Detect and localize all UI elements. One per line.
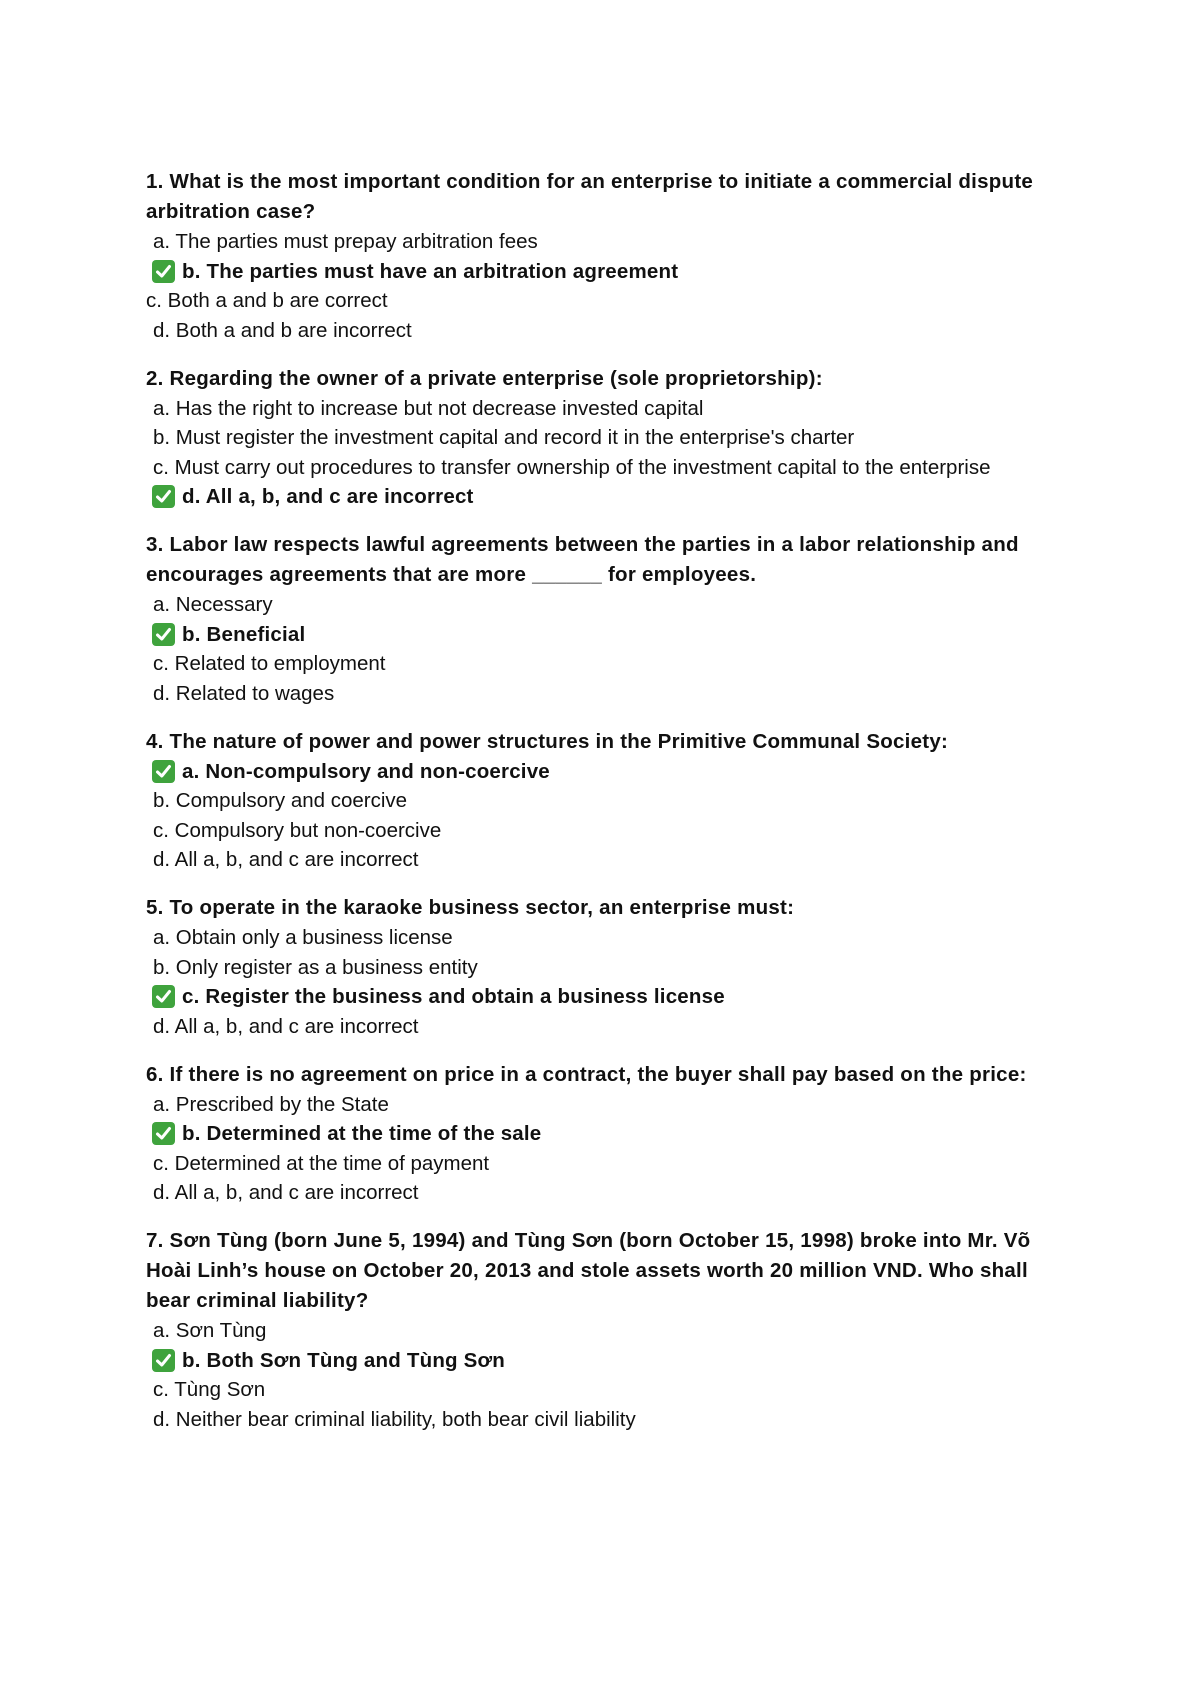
check-mark-icon xyxy=(152,1122,175,1145)
question-2 xyxy=(146,364,1076,512)
option-label: c. Register the business and obtain a business license xyxy=(182,985,725,1008)
option-label: b. Beneficial xyxy=(182,622,306,646)
option-label: b. Determined at the time of the sale xyxy=(182,1122,542,1145)
question-5 xyxy=(146,893,1076,1041)
question-3 xyxy=(146,530,1076,708)
question-7 xyxy=(146,1226,1076,1434)
option-d: d. All a, b, and c are incorrect xyxy=(153,1014,419,1038)
option-b-correct xyxy=(146,1119,1076,1149)
option-label: b. The parties must have an arbitration agreement xyxy=(182,259,679,283)
check-mark-icon xyxy=(152,1349,175,1372)
option-c xyxy=(146,453,1076,483)
option-c: c. Related to employment xyxy=(153,652,386,675)
check-mark-icon xyxy=(152,623,175,646)
question-text: 4. The nature of power and power structures in the Primitive Communal Society: xyxy=(146,729,949,753)
option-c: c. Tùng Sơn xyxy=(153,1378,266,1401)
option-b-correct xyxy=(146,1346,1076,1376)
question-6 xyxy=(146,1060,1076,1208)
option-c: c. Both a and b are correct xyxy=(146,289,388,312)
option-d: d. Neither bear criminal liability, both bear civil liability xyxy=(153,1407,636,1431)
option-c: c. Compulsory but non-coercive xyxy=(153,818,442,842)
question-text: 3. Labor law respects lawful agreements between the parties in a labor relationship and encourages agreements that are more ______ for employees. xyxy=(146,533,1019,586)
option-label: a. Non-compulsory and non-coercive xyxy=(182,759,550,783)
option-label: d. All a, b, and c are incorrect xyxy=(182,485,474,508)
option-label: b. Both Sơn Tùng and Tùng Sơn xyxy=(182,1348,506,1372)
quiz-list xyxy=(146,167,1076,1453)
check-mark-icon xyxy=(152,485,175,508)
option-b: b. Compulsory and coercive xyxy=(153,789,408,812)
option-d: d. Both a and b are incorrect xyxy=(153,318,412,342)
check-mark-icon xyxy=(152,760,175,783)
question-1 xyxy=(146,167,1076,345)
option-d: d. All a, b, and c are incorrect xyxy=(153,848,419,871)
check-mark-icon xyxy=(152,260,175,283)
option-c-correct xyxy=(146,982,1076,1012)
option-c: c. Determined at the time of payment xyxy=(153,1151,490,1175)
option-d: d. Related to wages xyxy=(153,681,335,705)
option-d: d. All a, b, and c are incorrect xyxy=(153,1181,419,1204)
option-a: a. Sơn Tùng xyxy=(153,1319,267,1342)
check-mark-icon xyxy=(152,985,175,1008)
option-a: a. The parties must prepay arbitration fees xyxy=(153,230,538,253)
option-a: a. Necessary xyxy=(153,593,273,616)
question-text: 7. Sơn Tùng (born June 5, 1994) and Tùng Sơn (born October 15, 1998) broke into Mr. Võ Hoài Linh’s house on October 20, 2013 and stole assets worth 20 million VND. Who shall bear criminal liability? xyxy=(146,1229,1031,1312)
option-b: b. Must register the investment capital and record it in the enterprise's charter xyxy=(153,426,855,449)
question-text: 6. If there is no agreement on price in a contract, the buyer shall pay based on the price: xyxy=(146,1062,1027,1086)
option-a-correct xyxy=(146,757,1076,787)
option-a: a. Prescribed by the State xyxy=(153,1092,389,1116)
question-text: 1. What is the most important condition for an enterprise to initiate a commercial dispute arbitration case? xyxy=(146,170,1034,223)
option-d-correct xyxy=(146,482,1076,512)
question-4 xyxy=(146,727,1076,875)
option-b: b. Only register as a business entity xyxy=(153,955,478,979)
question-text: 5. To operate in the karaoke business sector, an enterprise must: xyxy=(146,896,795,919)
question-text: 2. Regarding the owner of a private enterprise (sole proprietorship): xyxy=(146,366,823,390)
option-b-correct xyxy=(146,620,1076,650)
option-a: a. Has the right to increase but not decrease invested capital xyxy=(153,396,704,420)
option-label: c. Must carry out procedures to transfer ownership of the investment capital to the enterprise xyxy=(153,455,991,479)
option-b-correct xyxy=(146,257,1076,287)
option-a: a. Obtain only a business license xyxy=(153,926,453,949)
